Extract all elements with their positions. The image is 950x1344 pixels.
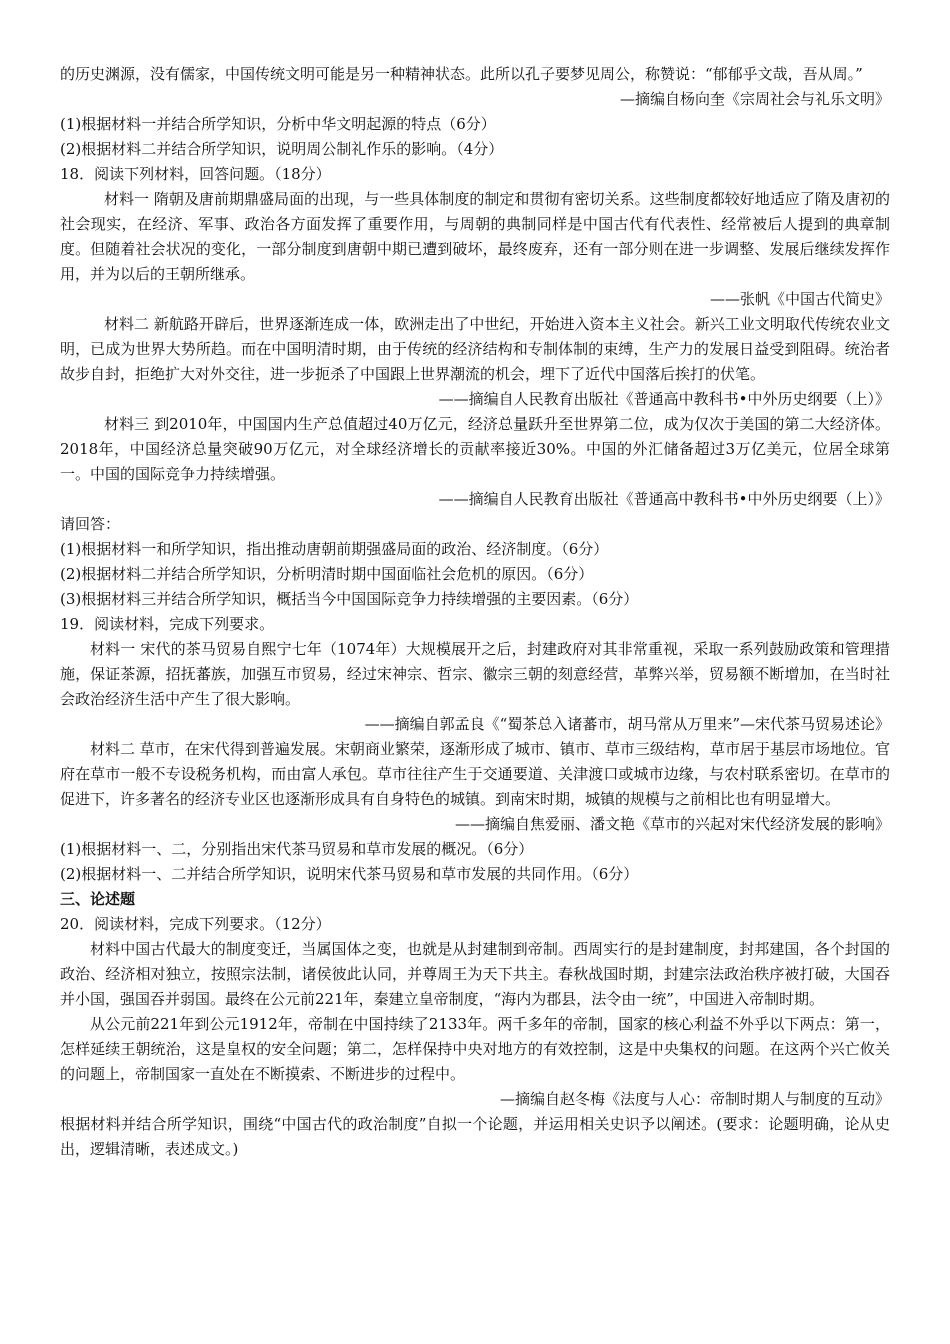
q19-material-2: 材料二 草市，在宋代得到普遍发展。宋朝商业繁荣，逐渐形成了城市、镇市、草市三级结构，草市居于基层市场地位。官府在草市一般不专设税务机构，而由富人承包。草市往往产生于交通要道、关津渡口或城市边缘，与农村联系密切。在草市的促进下，许多著名的经济专业区也逐渐形成具有自身特色的城镇。到南宋时期，城镇的规模与之前相比也有明显增大。: [60, 740, 890, 808]
question-19-title: 19．阅读材料，完成下列要求。: [60, 615, 275, 633]
question-17-2: (2)根据材料二并结合所学知识，说明周公制礼作乐的影响。（4分）: [60, 140, 504, 158]
question-19-2: (2)根据材料一、二并结合所学知识，说明宋代茶马贸易和草市发展的共同作用。（6分）: [60, 865, 639, 883]
q18-material-3: 材料三 到2010年，中国国内生产总值超过40万亿元，经济总量跃升至世界第二位，成为仅次于美国的第二大经济体。2018年，中国经济总量突破90万亿元，对全球经济增长的贡献率接近30%。中国的外汇储备超过3万亿美元，位居全球第一。中国的国际竞争力持续增强。: [60, 415, 890, 483]
question-18-1: (1)根据材料一和所学知识，指出推动唐朝前期强盛局面的政治、经济制度。（6分）: [60, 540, 609, 558]
material-source: —摘编自杨向奎《宗周社会与礼乐文明》: [619, 90, 890, 108]
q18-material-2: 材料二 新航路开辟后，世界逐渐连成一体，欧洲走出了中世纪，开始进入资本主义社会。新兴工业文明取代传统农业文明，已成为世界大势所趋。而在中国明清时期，由于传统的经济结构和专制体制的束缚，生产力的发展日益受到阻碍。统治者故步自封，拒绝扩大对外交往，进一步扼杀了中国跟上世界潮流的机会，埋下了近代中国落后挨打的伏笔。: [60, 315, 890, 383]
q18-source-2: ——摘编自人民教育出版社《普通高中教科书•中外历史纲要（上）》: [438, 390, 890, 408]
q20-source-1: —摘编自赵冬梅《法度与人心：帝制时期人与制度的互动》: [499, 1090, 890, 1108]
q19-source-2: ——摘编自焦爱丽、潘文艳《草市的兴起对宋代经济发展的影响》: [454, 815, 890, 833]
q20-material-2: 从公元前221年到公元1912年，帝制在中国持续了2133年。两千多年的帝制，国家的核心利益不外乎以下两点：第一，怎样延续王朝统治，这是皇权的安全问题；第二，怎样保持中央对地方的有效控制，这是中央集权的问题。在这两个兴亡攸关的问题上，帝制国家一直处在不断摸索、不断进步的过程中。: [60, 1015, 890, 1083]
q20-material-1: 材料中国古代最大的制度变迁，当属国体之变，也就是从封建制到帝制。西周实行的是封建制度，封邦建国，各个封国的政治、经济相对独立，按照宗法制，诸侯彼此认同，并尊周王为天下共主。春秋战国时期，封建宗法政治秩序被打破，大国吞并小国，强国吞并弱国。最终在公元前221年，秦建立皇帝制度，“海内为郡县，法令由一统”，中国进入帝制时期。: [60, 940, 890, 1008]
q18-source-1: ——张帆《中国古代简史》: [709, 290, 890, 308]
q18-material-1: 材料一 隋朝及唐前期鼎盛局面的出现，与一些具体制度的制定和贯彻有密切关系。这些制度都较好地适应了隋及唐初的社会现实，在经济、军事、政治各方面发挥了重要作用，与周朝的典制同样是中国古代有代表性、经常被后人提到的典章制度。但随着社会状况的变化，一部分制度到唐朝中期已遭到破坏，最终废弃，还有一部分则在进一步调整、发展后继续发挥作用，并为以后的王朝所继承。: [60, 190, 890, 283]
q18-source-3: ——摘编自人民教育出版社《普通高中教科书•中外历史纲要（上）》: [438, 490, 890, 508]
question-17-1: (1)根据材料一并结合所学知识，分析中华文明起源的特点（6分）: [60, 115, 496, 133]
q18-ask: 请回答：: [60, 515, 121, 533]
continued-material-text: 的历史渊源，没有儒家，中国传统文明可能是另一种精神状态。此所以孔子要梦见周公，称赞说：“郁郁乎文哉，吾从周。”: [60, 65, 863, 83]
question-18-title: 18．阅读下列材料，回答问题。（18分）: [60, 165, 331, 183]
q19-material-1: 材料一 宋代的茶马贸易自熙宁七年（1074年）大规模展开之后，封建政府对其非常重视，采取一系列鼓励政策和管理措施，保证茶源，招抚蕃族，加强互市贸易，经过宋神宗、哲宗、徽宗三朝的刻意经营，革弊兴举，贸易额不断增加，在当时社会政治经济生活中产生了很大影响。: [60, 640, 890, 708]
exam-page: [60, 62, 890, 1162]
question-18-2: (2)根据材料二并结合所学知识，分析明清时期中国面临社会危机的原因。（6分）: [60, 565, 594, 583]
q20-requirement: 根据材料并结合所学知识，围绕“中国古代的政治制度”自拟一个论题，并运用相关史识予以阐述。(要求：论题明确，论从史出，逻辑清晰，表述成文。): [60, 1115, 890, 1158]
q19-source-1: ——摘编自郭孟良《“蜀茶总入诸蕃市，胡马常从万里来”—宋代茶马贸易述论》: [364, 715, 890, 733]
question-19-1: (1)根据材料一、二，分别指出宋代茶马贸易和草市发展的概况。（6分）: [60, 840, 534, 858]
section-3-heading: 三、论述题: [60, 890, 136, 908]
question-20-title: 20．阅读材料，完成下列要求。（12分）: [60, 915, 331, 933]
question-18-3: (3)根据材料三并结合所学知识，概括当今中国国际竞争力持续增强的主要因素。（6分）: [60, 590, 639, 608]
